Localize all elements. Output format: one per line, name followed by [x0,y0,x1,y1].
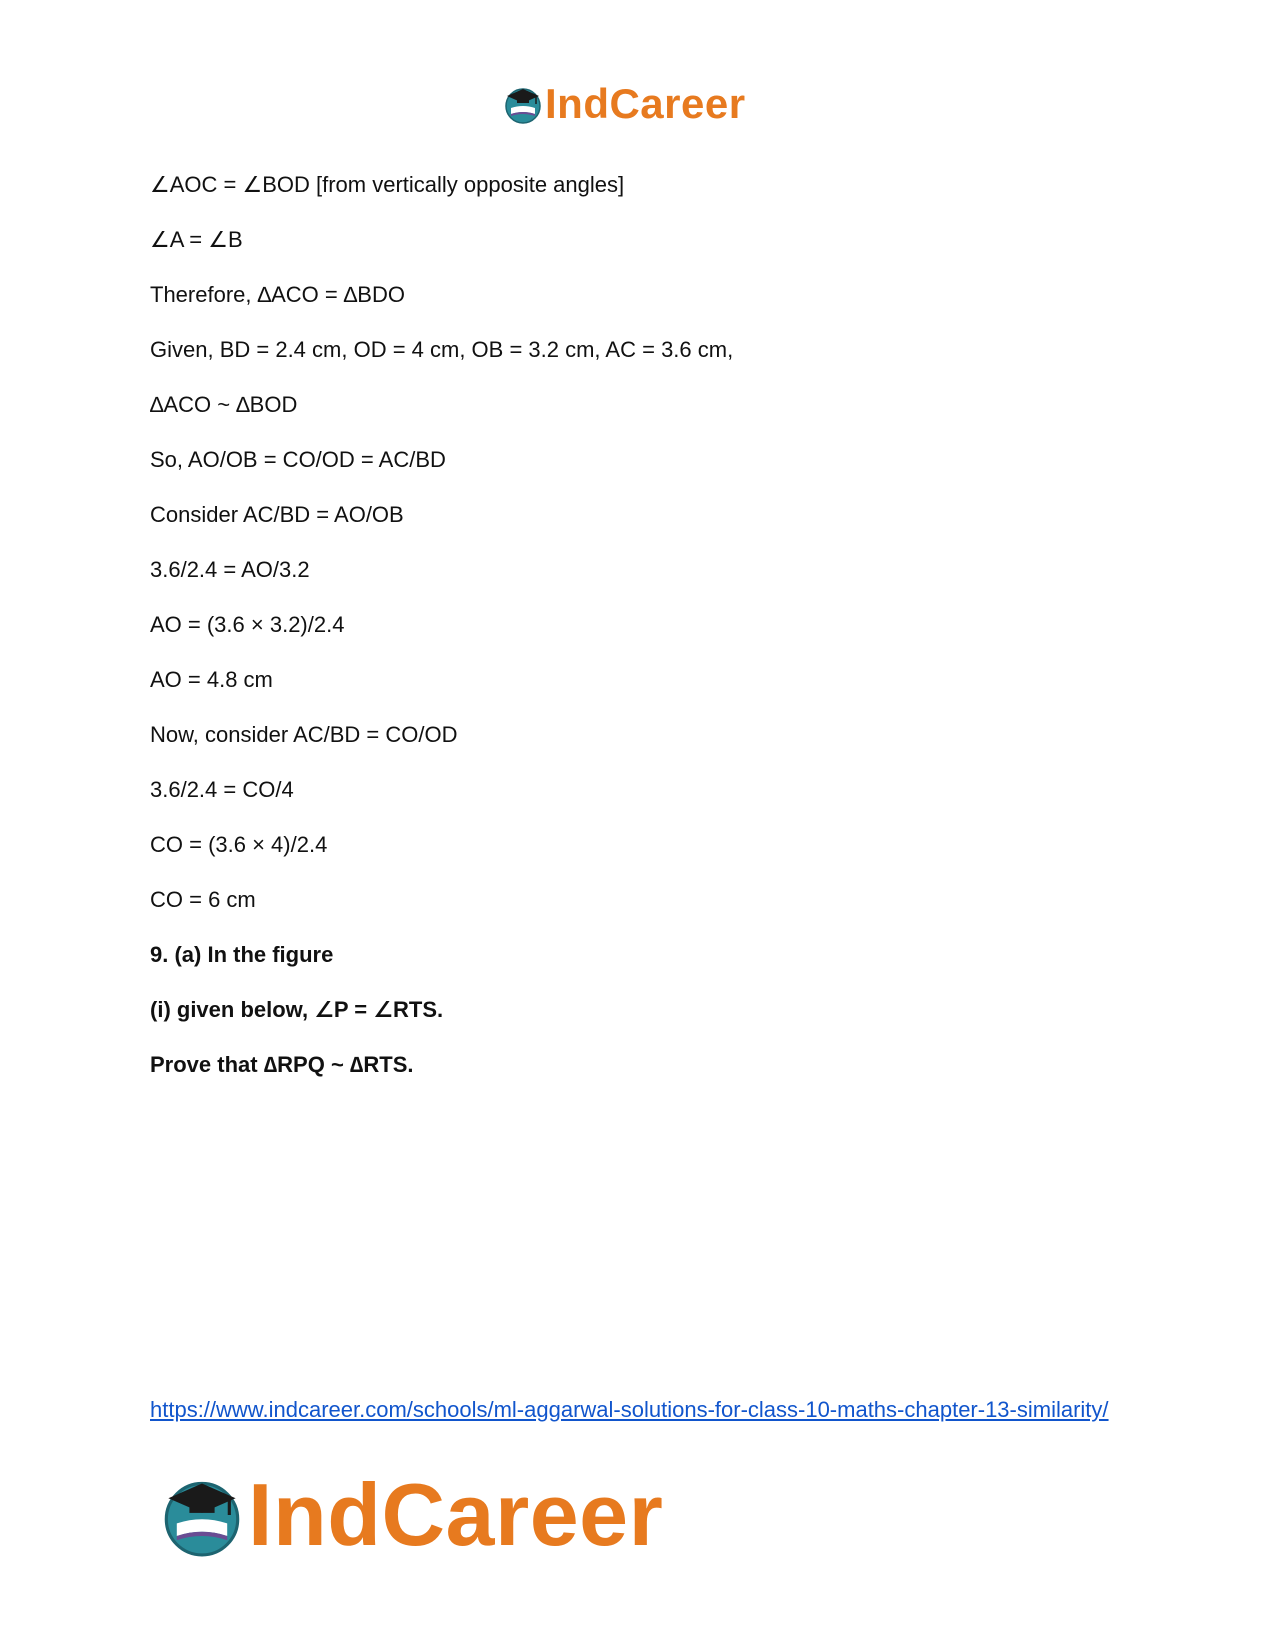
source-url-link[interactable]: https://www.indcareer.com/schools/ml-aggarwal-solutions-for-class-10-maths-chapter-13-similarity/ [150,1397,1109,1422]
solution-text-line: CO = 6 cm [150,887,256,912]
solution-text-line: AO = 4.8 cm [150,667,273,692]
solution-text-line: Therefore, ∆ACO = ∆BDO [150,282,405,307]
question-text-line: 9. (a) In the figure [150,942,334,967]
question-text-line: Prove that ∆RPQ ~ ∆RTS. [150,1052,414,1077]
solution-text-line: Consider AC/BD = AO/OB [150,502,404,527]
solution-text-line: CO = (3.6 × 4)/2.4 [150,832,328,857]
solution-text-line: 3.6/2.4 = CO/4 [150,777,294,802]
solution-text-line: So, AO/OB = CO/OD = AC/BD [150,447,446,472]
footer-logo [160,1465,663,1565]
logo-wordmark: IndCareer [545,80,746,127]
solution-text-line: ∠AOC = ∠BOD [from vertically opposite angles] [150,172,625,197]
graduation-cap-book-globe-icon [503,84,543,124]
solution-text-line: ∆ACO ~ ∆BOD [150,392,298,417]
solution-text-line: 3.6/2.4 = AO/3.2 [150,557,310,582]
logo-wordmark: IndCareer [248,1465,664,1564]
solution-text-line: Now, consider AC/BD = CO/OD [150,722,458,747]
question-text-line: (i) given below, ∠P = ∠RTS. [150,997,444,1022]
solution-text-line: ∠A = ∠B [150,227,243,252]
graduation-cap-book-globe-icon [160,1473,244,1557]
solution-text-line: Given, BD = 2.4 cm, OD = 4 cm, OB = 3.2 cm, AC = 3.6 cm, [150,337,734,362]
solution-text-line: AO = (3.6 × 3.2)/2.4 [150,612,345,637]
document-body [150,172,1150,1107]
header-logo [503,80,746,128]
